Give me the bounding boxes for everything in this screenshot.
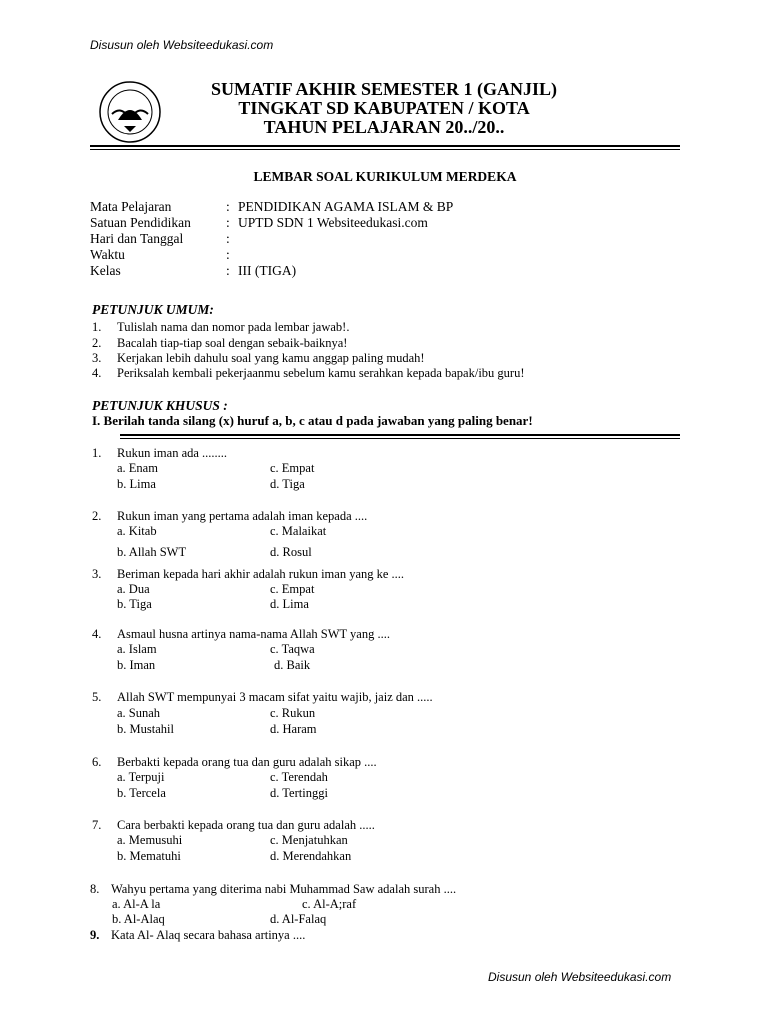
question [90,928,306,943]
info-label: Satuan Pendidikan [90,215,191,230]
option-b: b. Al-Alaq [112,912,165,926]
question-num: 8. [90,882,100,896]
question [92,818,375,833]
info-row [90,231,650,247]
title-line-2: TINGKAT SD KABUPATEN / KOTA [238,98,530,118]
question-text: Cara berbakti kepada orang tua dan guru adalah ..... [117,818,375,832]
option-c: c. Empat [270,461,315,475]
option-c: c. Malaikat [270,524,327,538]
petunjuk-umum-heading: PETUNJUK UMUM: [92,302,214,317]
option-a: a. Al-A la [112,897,161,911]
option-c: c. Terendah [270,770,328,784]
instruction-item [92,351,425,366]
info-colon: : [226,231,230,246]
option-c: c. Menjatuhkan [270,833,348,847]
instruction-item [92,366,525,381]
instruction-text: Kerjakan lebih dahulu soal yang kamu anggap paling mudah! [117,351,425,365]
question [92,446,228,461]
info-block [90,199,650,289]
instruction-num: 4. [92,366,102,380]
header-divider-thick [90,145,680,147]
footer-note: Disusun oleh Websiteedukasi.com [488,970,672,984]
option-b: b. Tercela [117,786,166,800]
option-c: c. Taqwa [270,642,315,656]
option-b: b. Lima [117,477,156,491]
info-label: Kelas [90,263,121,278]
header-divider-thin [90,149,680,150]
title-line-3: TAHUN PELAJARAN 20../20.. [263,117,505,137]
question [92,690,433,705]
question [92,627,390,642]
info-row [90,263,650,279]
petunjuk-khusus-heading: PETUNJUK KHUSUS : [92,398,228,413]
option-d: d. Lima [270,597,309,611]
question [92,567,405,582]
question-num: 3. [92,567,102,581]
section-instruction: I. Berilah tanda silang (x) huruf a, b, c atau d pada jawaban yang paling benar! [92,413,533,428]
question-num: 1. [92,446,102,460]
title-line-1: SUMATIF AKHIR SEMESTER 1 (GANJIL) [210,79,558,99]
question-num: 5. [92,690,102,704]
option-c: c. Empat [270,582,315,596]
question-text: Rukun iman ada ........ [117,446,228,460]
tut-wuri-handayani-logo [88,80,172,144]
question-text: Kata Al- Alaq secara bahasa artinya .... [111,928,306,942]
option-d: d. Baik [274,658,311,672]
question-num: 2. [92,509,102,523]
option-d: d. Haram [270,722,317,736]
instruction-text: Tulislah nama dan nomor pada lembar jawab!. [117,320,350,334]
option-b: b. Mematuhi [117,849,181,863]
subtitle: LEMBAR SOAL KURIKULUM MERDEKA [253,169,517,184]
option-b: b. Tiga [117,597,152,611]
question-text: Wahyu pertama yang diterima nabi Muhammad Saw adalah surah .... [111,882,457,896]
question-num: 9. [90,928,100,942]
instruction-num: 3. [92,351,102,365]
option-c: c. Al-A;raf [302,897,357,911]
option-c: c. Rukun [270,706,316,720]
option-b: b. Allah SWT [117,545,187,559]
info-row [90,215,650,231]
option-b: b. Mustahil [117,722,174,736]
section-divider-thick [120,434,680,436]
question-text: Allah SWT mempunyai 3 macam sifat yaitu wajib, jaiz dan ..... [117,690,433,704]
question-num: 4. [92,627,102,641]
option-b: b. Iman [117,658,156,672]
info-row [90,247,650,263]
question [92,755,377,770]
option-a: a. Kitab [117,524,157,538]
instruction-text: Bacalah tiap-tiap soal dengan sebaik-baiknya! [117,336,348,350]
question-text: Beriman kepada hari akhir adalah rukun iman yang ke .... [117,567,405,581]
option-a: a. Sunah [117,706,161,720]
question-text: Berbakti kepada orang tua dan guru adalah sikap .... [117,755,377,769]
question [90,882,457,897]
option-d: d. Al-Falaq [270,912,327,926]
question-text: Asmaul husna artinya nama-nama Allah SWT yang .... [117,627,390,641]
option-a: a. Memusuhi [117,833,183,847]
info-value: PENDIDIKAN AGAMA ISLAM & BP [238,199,454,214]
question-num: 6. [92,755,102,769]
option-a: a. Islam [117,642,157,656]
instruction-text: Periksalah kembali pekerjaanmu sebelum kamu serahkan kepada bapak/ibu guru! [117,366,525,380]
info-value: III (TIGA) [238,263,297,278]
question [92,509,368,524]
info-colon: : [226,247,230,262]
instruction-item [92,336,348,351]
option-d: d. Tertinggi [270,786,328,800]
option-a: a. Terpuji [117,770,165,784]
option-d: d. Merendahkan [270,849,352,863]
instruction-num: 1. [92,320,102,334]
instruction-item [92,320,350,335]
option-d: d. Tiga [270,477,305,491]
info-label: Hari dan Tanggal [90,231,184,246]
info-colon: : [226,263,230,278]
question-num: 7. [92,818,102,832]
section-divider-thin [120,438,680,439]
instruction-num: 2. [92,336,102,350]
info-row [90,199,650,215]
info-colon: : [226,199,230,214]
question-text: Rukun iman yang pertama adalah iman kepada .... [117,509,368,523]
info-label: Mata Pelajaran [90,199,172,214]
header-note: Disusun oleh Websiteedukasi.com [90,38,274,52]
option-d: d. Rosul [270,545,312,559]
info-colon: : [226,215,230,230]
option-a: a. Dua [117,582,150,596]
info-label: Waktu [90,247,125,262]
option-a: a. Enam [117,461,158,475]
info-value: UPTD SDN 1 Websiteedukasi.com [238,215,428,230]
